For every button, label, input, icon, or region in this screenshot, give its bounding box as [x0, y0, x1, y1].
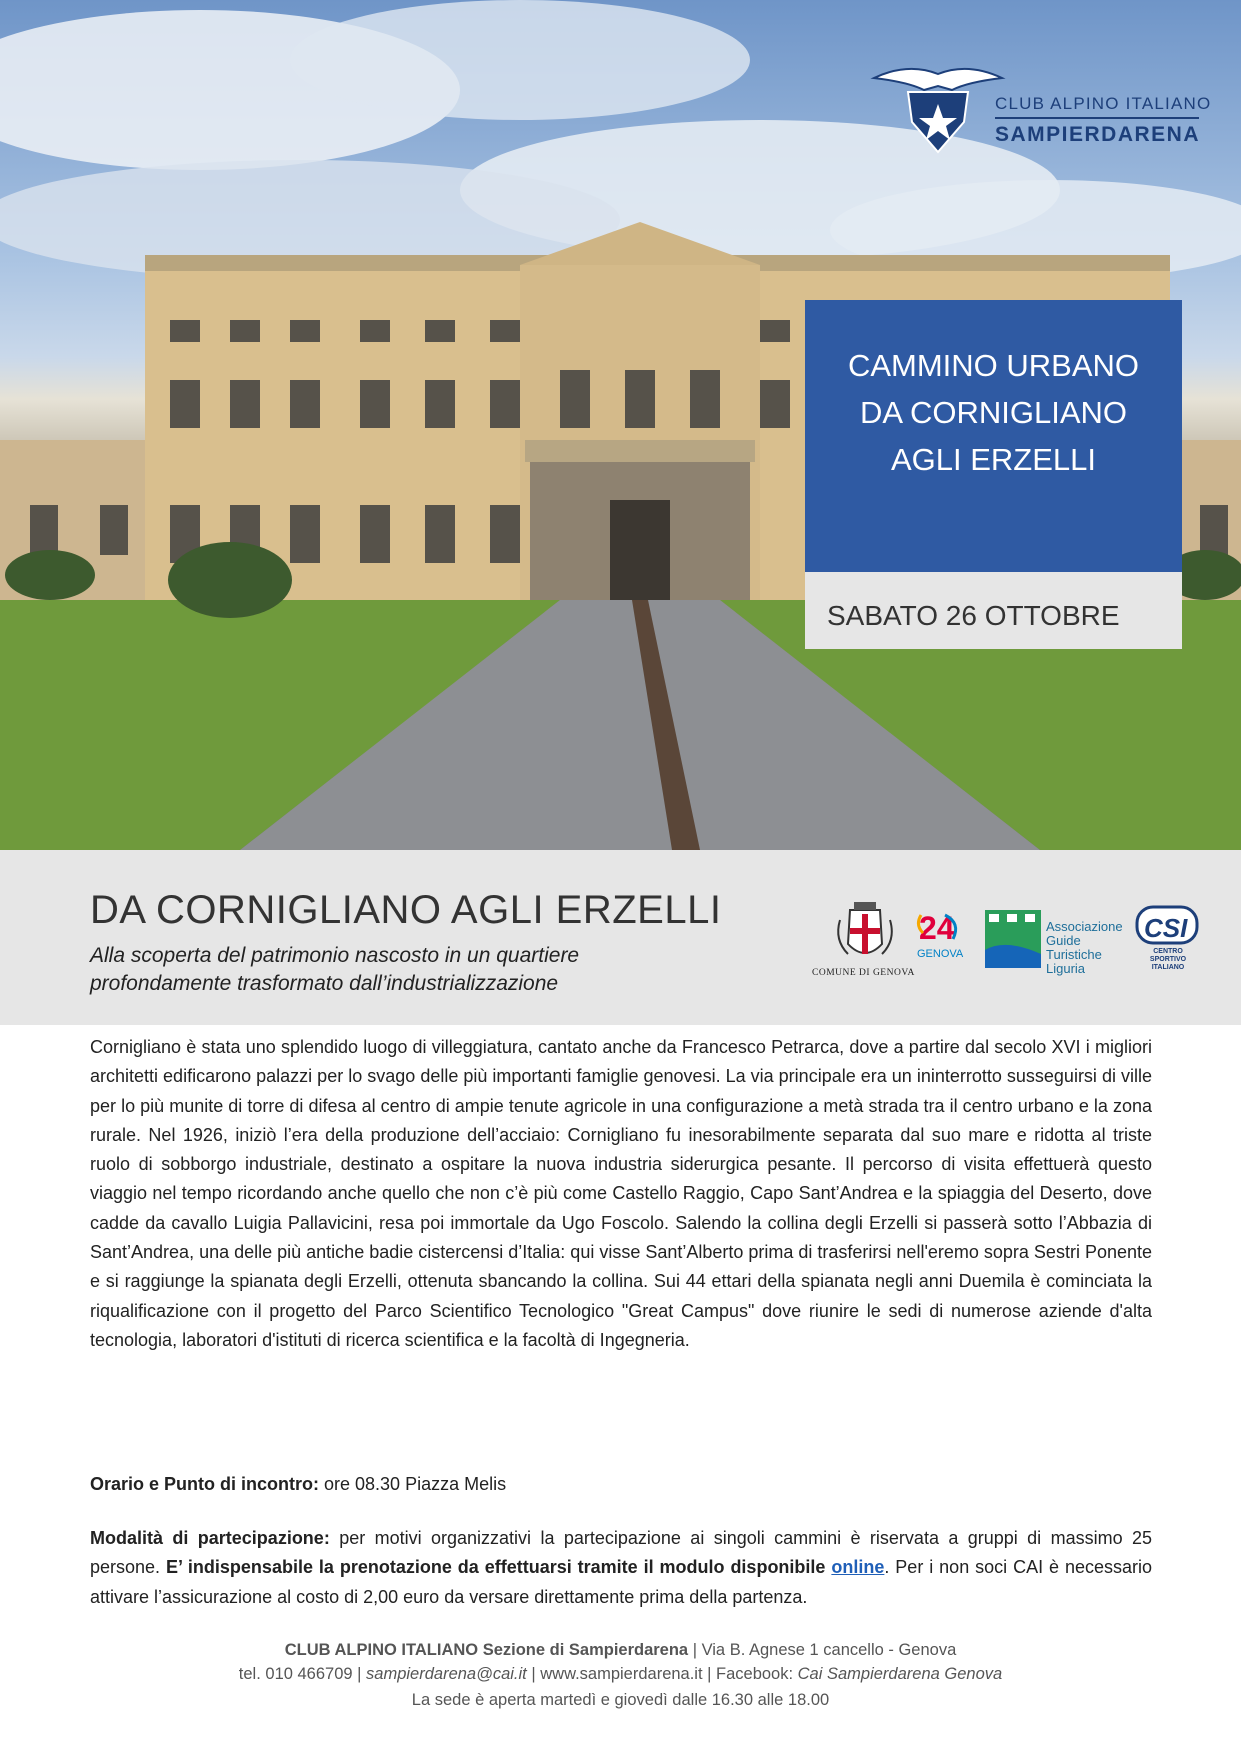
hero-photo	[0, 0, 1241, 850]
event-title-line-2: DA CORNIGLIANO	[860, 395, 1127, 430]
event-date-box	[805, 572, 1182, 649]
participation-label: Modalità di partecipazione:	[90, 1528, 330, 1548]
participation-booking-note: E’ indispensabile la prenotazione da effettuarsi tramite il modulo disponibile	[165, 1557, 832, 1578]
cai-divider	[995, 117, 1199, 119]
event-title-box	[805, 300, 1182, 572]
csi-caption-line-3: ITALIANO	[1151, 964, 1185, 971]
meeting-label: Orario e Punto di incontro:	[90, 1474, 319, 1494]
online-booking-link[interactable]: online	[831, 1557, 885, 1578]
genova-24-caption: GENOVA	[917, 948, 964, 960]
agtl-line-2: Guide	[1046, 933, 1081, 948]
comune-di-genova-crest-icon	[830, 900, 900, 968]
footer-opening-hours: La sede è aperta martedì e giovedì dalle 16.30 alle 18.00	[411, 1691, 830, 1709]
comune-di-genova-caption: COMUNE DI GENOVA	[812, 968, 915, 978]
cai-section-name: SAMPIERDARENA	[995, 123, 1201, 146]
band-subtitle-line-2: profondamente trasformato dall’industrializzazione	[90, 972, 559, 995]
event-title-line-1: CAMMINO URBANO	[847, 348, 1140, 383]
agtl-line-1: Associazione	[1046, 919, 1123, 934]
participation-text-2: . Per i non soci CAI è necessario attivare l’assicurazione al costo di 2,00 euro da versare direttamente prima della partenza.	[90, 1557, 1152, 1607]
event-date: SABATO 26 OTTOBRE	[827, 600, 1120, 631]
footer-address	[0, 1641, 1241, 1660]
csi-caption-line-1: CENTRO	[1153, 948, 1183, 955]
genova-24-logo-icon	[915, 905, 965, 965]
participation-info	[90, 1524, 1152, 1612]
participation-text-1: per motivi organizzativi la partecipazione ai singoli cammini è riservata a gruppi di massimo 25 persone.	[90, 1528, 1152, 1578]
cai-org-name: CLUB ALPINO ITALIANO	[995, 94, 1212, 113]
footer-tel: tel. 010 466709 |	[238, 1665, 367, 1683]
footer-facebook-link[interactable]: Cai Sampierdarena Genova	[797, 1665, 1003, 1683]
footer-contacts	[0, 1665, 1241, 1684]
meeting-value: ore 08.30 Piazza Melis	[319, 1474, 507, 1494]
guide-turistiche-liguria-logo-icon	[985, 910, 1043, 970]
band-title: DA CORNIGLIANO AGLI ERZELLI	[90, 888, 722, 932]
footer-org: CLUB ALPINO ITALIANO Sezione di Sampierdarena	[284, 1641, 689, 1659]
agtl-line-3: Turistiche	[1046, 947, 1102, 962]
footer-web: | www.sampierdarena.it | Facebook:	[526, 1665, 798, 1683]
agtl-line-4: Liguria	[1046, 961, 1086, 976]
event-title-line-3: AGLI ERZELLI	[890, 442, 1097, 477]
csi-caption-line-2: SPORTIVO	[1149, 956, 1187, 963]
event-description: Cornigliano è stata uno splendido luogo di villeggiatura, cantato anche da Francesco Petrarca, dove a partire dal secolo XVI i migliori architetti edificarono palazzi per lo svago delle più importanti famiglie genovesi. La via principale era un ininterrotto susseguirsi di ville per lo più munite di torre di difesa al centro di ampie tenute agricole in una configurazione a metà strada tra il centro urbano e la zona rurale. Nel 1926, iniziò l’era della produzione dell’acciaio: Cornigliano fu inesorabilmente separata dal suo mare e ridotta al triste ruolo di sobborgo industriale, destinato a ospitare la nuova industria siderurgica pesante. Il percorso di visita effettuerà questo viaggio nel tempo ricordando anche quello che non c’è più come Castello Raggio, Capo Sant’Andrea e la spiaggia del Deserto, dove cadde da cavallo Luigia Pallavicini, resa poi immortale da Ugo Foscolo. Salendo la collina degli Erzelli si passerà sotto l’Abbazia di Sant’Andrea, una delle più antiche badie cistercensi d’Italia: qui visse Sant’Alberto prima di trasferirsi nell'eremo sopra Sestri Ponente e si raggiunge la spianata degli Erzelli, ottenuta sbancando la collina. Sui 44 ettari della spianata negli anni Duemila è cominciata la riqualificazione con il progetto del Parco Scientifico Tecnologico "Great Campus" dove riunire le sedi di numerose aziende d'alta tecnologia, laboratori d'istituti di ricerca scientifica e la facoltà di Ingegneria.	[90, 1037, 1152, 1350]
genova-24-number: 24	[919, 910, 955, 946]
guide-turistiche-liguria-name	[1046, 920, 1123, 976]
footer-address-text: | Via B. Agnese 1 cancello - Genova	[688, 1641, 957, 1659]
footer-email-link[interactable]: sampierdarena@cai.it	[366, 1665, 527, 1683]
band-subtitle-line-1: Alla scoperta del patrimonio nascosto in un quartiere	[90, 944, 580, 967]
csi-letters: CSI	[1144, 913, 1188, 943]
csi-logo-icon	[1135, 905, 1201, 973]
meeting-info	[90, 1470, 1152, 1499]
